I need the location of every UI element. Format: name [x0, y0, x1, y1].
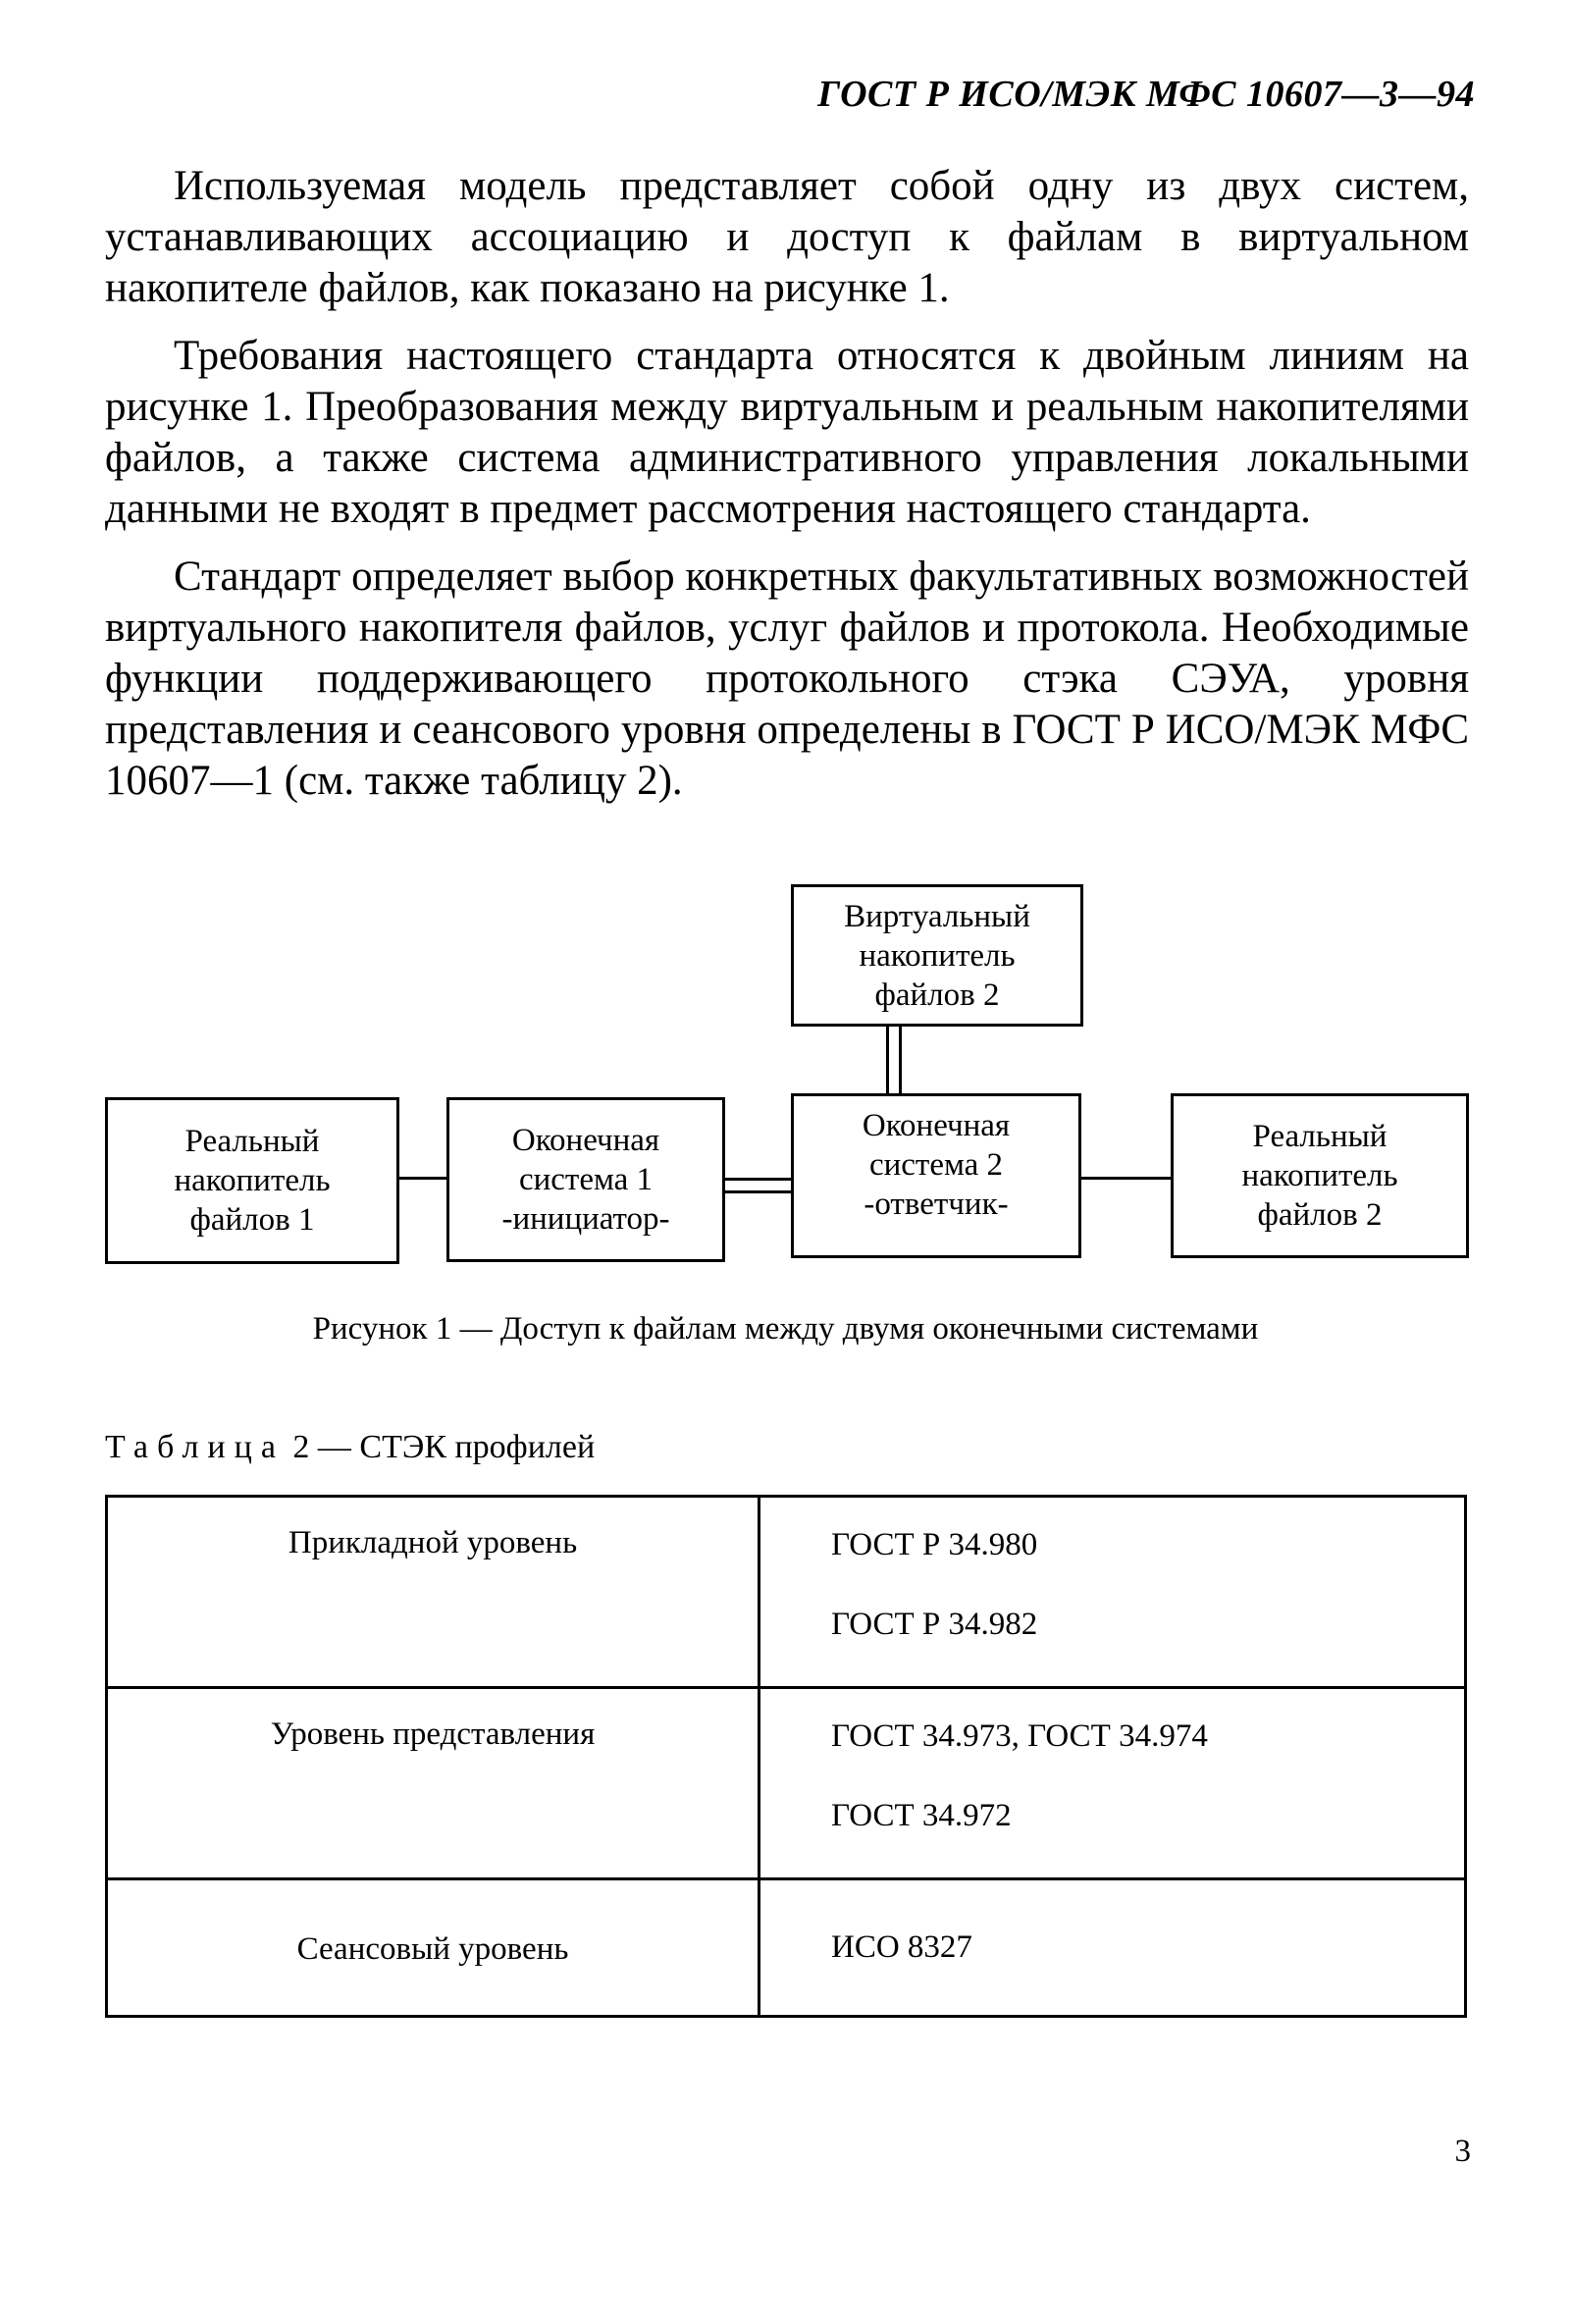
standard-ref: ИСО 8327 [831, 1929, 972, 1965]
real-file-store-2-box [1171, 1093, 1469, 1258]
profiles-table [105, 1495, 1467, 2018]
double-line-horizontal-top [723, 1178, 793, 1181]
box-line: Реальный [184, 1124, 320, 1159]
table-title [105, 1429, 595, 1466]
box-line: система 1 [518, 1162, 654, 1197]
standard-ref: ГОСТ Р 34.982 [831, 1607, 1038, 1642]
standards-cell [759, 1497, 1466, 1688]
box-line: Реальный [1252, 1119, 1388, 1154]
body-text [105, 161, 1469, 823]
level-cell: Уровень представления [107, 1688, 759, 1879]
box-line: накопитель [859, 937, 1016, 974]
box-line: файлов 2 [1257, 1197, 1383, 1233]
standard-ref: ГОСТ 34.973, ГОСТ 34.974 [831, 1718, 1208, 1754]
line-end2-to-real2 [1079, 1177, 1173, 1180]
box-line: -инициатор- [501, 1201, 670, 1237]
double-line-vertical-left [886, 1024, 889, 1097]
table-title-rest: 2 — СТЭК профилей [292, 1429, 596, 1465]
real-file-store-1-box [105, 1097, 399, 1264]
end-system-1-box [446, 1097, 725, 1262]
box-line: система 2 [868, 1147, 1004, 1183]
document-header: ГОСТ Р ИСО/МЭК МФС 10607—3—94 [817, 74, 1475, 115]
table-row [107, 1497, 1466, 1688]
table-title-word: Таблица [105, 1429, 285, 1465]
end-system-2-box [791, 1093, 1081, 1258]
box-line: файлов 2 [874, 977, 1000, 1013]
line-real1-to-end1 [396, 1177, 447, 1180]
box-line: Оконечная [511, 1123, 660, 1158]
paragraph: Требования настоящего стандарта относятся к двойным линиям на рисунке 1. Преобразования между виртуальным и реальным накопителями файлов, а также система административного управления локальными данными не входят в предмет рассмотрения настоящего стандарта. [105, 333, 1469, 532]
figure-caption: Рисунок 1 — Доступ к файлам между двумя оконечными системами [312, 1311, 1259, 1347]
level-cell: Сеансовый уровень [107, 1879, 759, 2017]
box-line: накопитель [1241, 1158, 1398, 1193]
box-line: файлов 1 [189, 1202, 315, 1238]
standards-cell [759, 1879, 1466, 2017]
box-line: накопитель [174, 1163, 331, 1198]
box-line: Оконечная [862, 1108, 1011, 1143]
box-line: Виртуальный [844, 898, 1030, 934]
box-line: -ответчик- [864, 1187, 1009, 1222]
table-row [107, 1688, 1466, 1879]
virtual-file-store-box [791, 884, 1083, 1027]
standard-ref: ГОСТ Р 34.980 [831, 1527, 1038, 1562]
standards-cell [759, 1688, 1466, 1879]
double-line-horizontal-bottom [723, 1190, 793, 1193]
double-line-vertical-right [899, 1024, 902, 1097]
table-row [107, 1879, 1466, 2017]
standard-ref: ГОСТ 34.972 [831, 1798, 1012, 1833]
paragraph: Стандарт определяет выбор конкретных факультативных возможностей виртуального накопителя файлов, услуг файлов и протокола. Необходимые функции поддерживающего протокольного стэка СЭУА, уровня представления и сеансового уровня определены в ГОСТ Р ИСО/МЭК МФС 10607—1 (см. также таблицу 2). [105, 554, 1469, 804]
paragraph: Используемая модель представляет собой одну из двух систем, устанавливающих ассоциацию и доступ к файлам в виртуальном накопителе файлов, как показано на рисунке 1. [105, 163, 1469, 311]
page-number: 3 [1454, 2134, 1471, 2169]
level-cell: Прикладной уровень [107, 1497, 759, 1688]
